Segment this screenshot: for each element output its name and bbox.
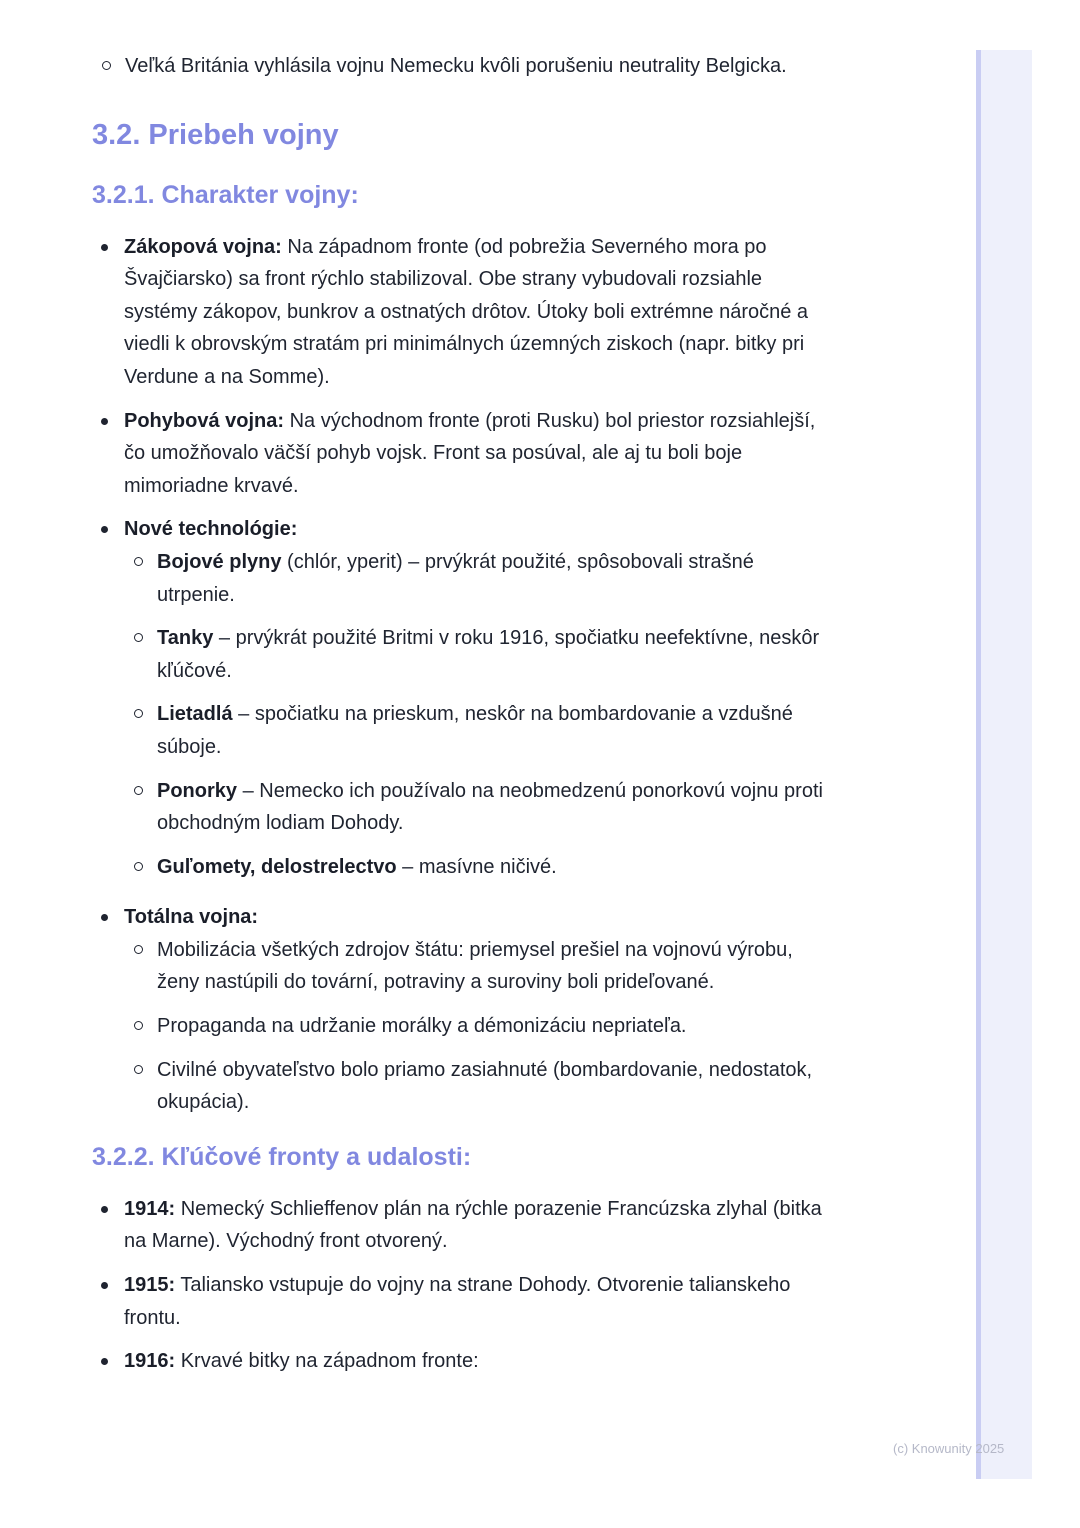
document-content — [92, 50, 837, 1389]
list-item-text: Veľká Británia vyhlásila vojnu Nemecku kvôli porušeniu neutrality Belgicka. — [125, 55, 787, 77]
term: Pohybová vojna: — [124, 409, 285, 432]
list-item — [124, 513, 837, 883]
right-margin-rule — [976, 50, 981, 1479]
events-list — [92, 1193, 837, 1378]
list-item — [157, 698, 837, 763]
total-war-list — [124, 934, 837, 1119]
term: Totálna vojna: — [124, 906, 259, 929]
list-item — [125, 50, 837, 83]
description: Krvavé bitky na západnom fronte: — [175, 1350, 479, 1373]
year: 1916: — [124, 1350, 176, 1373]
term: Tanky — [157, 627, 214, 650]
description: – masívne ničivé. — [396, 855, 557, 878]
technology-list — [124, 546, 837, 883]
description: Taliansko vstupuje do vojny na strane Dohody. Otvorenie talianskeho frontu. — [124, 1274, 791, 1329]
list-item — [124, 1345, 837, 1378]
section-heading: 3.2. Priebeh vojny — [92, 118, 339, 151]
description: – Nemecko ich používalo na neobmedzenú ponorkovú vojnu proti obchodným lodiam Dohody. — [157, 779, 823, 835]
description: Civilné obyvateľstvo bolo priamo zasiahnuté (bombardovanie, nedostatok, okupácia). — [157, 1058, 813, 1114]
description: Na východnom fronte (proti Rusku) bol priestor rozsiahlejší, čo umožňovalo väčší pohyb vojsk. Front sa posúval, ale aj tu boli boje mimoriadne krvavé. — [124, 409, 816, 497]
list-item — [124, 901, 837, 1119]
description: Na západnom fronte (od pobrežia Severného mora po Švajčiarsko) sa front rýchlo stabilizoval. Obe strany vybudovali rozsiahle systémy zákopov, bunkrov a ostnatých drôtov. Útoky boli extrémne náročné a viedli k obrovským stratám pri minimálnych územných ziskoch (napr. bitky pri Verdune a na Somme). — [124, 235, 809, 388]
right-margin-panel — [976, 50, 1032, 1479]
list-item — [157, 622, 837, 687]
term: Bojové plyny — [157, 550, 282, 573]
character-list — [92, 231, 837, 1119]
term: Nové technológie: — [124, 518, 298, 541]
list-item — [157, 851, 837, 884]
term: Lietadlá — [157, 703, 233, 726]
description: – spočiatku na prieskum, neskôr na bombardovanie a vzdušné súboje. — [157, 703, 793, 758]
list-item — [157, 775, 837, 840]
intro-list — [92, 50, 837, 83]
term: Zákopová vojna: — [124, 235, 282, 258]
list-item — [157, 934, 837, 999]
description: Nemecký Schlieffenov plán na rýchle porazenie Francúzska zlyhal (bitka na Marne). Východný front otvorený. — [124, 1197, 822, 1253]
year: 1915: — [124, 1274, 176, 1297]
subsection-heading-character: 3.2.1. Charakter vojny: — [92, 180, 359, 209]
description: (chlór, yperit) – prvýkrát použité, spôsobovali strašné utrpenie. — [157, 550, 754, 606]
list-item — [124, 405, 837, 503]
description: Mobilizácia všetkých zdrojov štátu: priemysel prešiel na vojnovú výrobu, ženy nastúpili do tovární, potraviny a suroviny boli prideľované. — [157, 938, 793, 994]
term: Guľomety, delostrelectvo — [157, 855, 397, 878]
list-item — [157, 1010, 837, 1043]
description: Propaganda na udržanie morálky a démonizáciu nepriateľa. — [157, 1015, 687, 1038]
year: 1914: — [124, 1197, 176, 1220]
subsection-heading-fronts: 3.2.2. Kľúčové fronty a udalosti: — [92, 1142, 472, 1171]
list-item — [124, 1193, 837, 1258]
description: – prvýkrát použité Britmi v roku 1916, spočiatku neefektívne, neskôr kľúčové. — [157, 627, 820, 682]
watermark: (c) Knowunity 2025 — [893, 1441, 1005, 1456]
list-item — [124, 1269, 837, 1334]
list-item — [157, 1054, 837, 1119]
list-item — [124, 231, 837, 394]
list-item — [157, 546, 837, 611]
term: Ponorky — [157, 779, 238, 802]
